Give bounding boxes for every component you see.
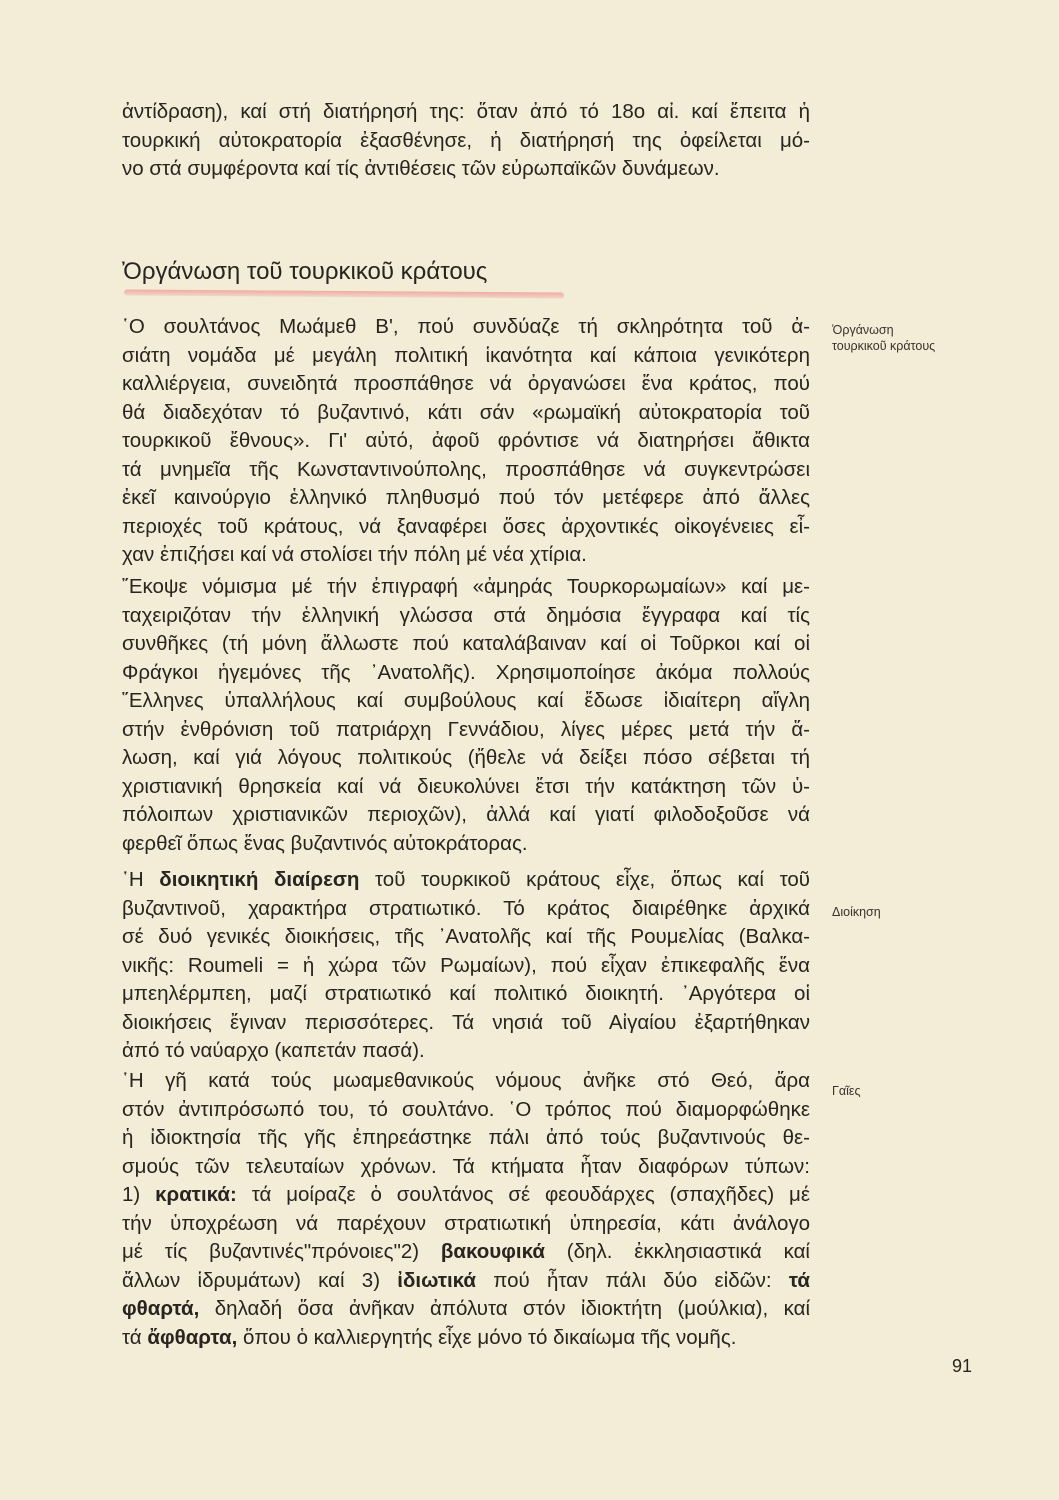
margin-note-dioikisi	[832, 904, 1002, 920]
bold-term: διοικητική διαίρεση	[159, 868, 360, 891]
text-line	[122, 1324, 810, 1353]
text-span: (δηλ. ἐκκλησιαστικά καί	[544, 1240, 810, 1263]
text-line: σιάτη νομάδα μέ μεγάλη πολιτική ἱκανότητα καί κάποια γενικότερη	[122, 343, 810, 367]
text-line: ταχειριζόταν τήν ἑλληνική γλώσσα στά δημόσια ἔγγραφα καί τίς	[122, 603, 810, 627]
text-line: θά διαδεχόταν τό βυζαντινό, κάτι σάν «ρωμαϊκή αὐτοκρατορία τοῦ	[122, 400, 810, 424]
text-line: ῞Ελληνες ὑπαλλήλους καί συμβούλους καί ἔδωσε ἰδιαίτερη αἴγλη	[122, 689, 810, 712]
bold-term: ἰδιωτικά	[397, 1268, 477, 1292]
text-span: ὅπου ὁ καλλιεργητής εἶχε μόνο τό δικαίωμα τῆς νομῆς.	[237, 1325, 737, 1349]
text-span: δηλαδή ὅσα ἀνῆκαν ἀπόλυτα στόν ἰδιοκτήτη (μούλκια), καί	[199, 1297, 810, 1320]
text-line: συνθῆκες (τή μόνη ἄλλωστε πού καταλάβαιναν καί οἱ Τοῦρκοι καί οἱ	[122, 632, 810, 655]
margin-note-organosi	[832, 322, 1002, 354]
bold-term: τά	[788, 1268, 810, 1292]
text-line	[122, 1181, 810, 1210]
text-span: μέ τίς βυζαντινές"πρόνοιες"2)	[122, 1240, 441, 1263]
section-heading: Ὀργάνωση τοῦ τουρκικοῦ κράτους	[122, 258, 488, 285]
text-line: τήν ὑποχρέωση νά παρέχουν στρατιωτική ὑπηρεσία, κάτι ἀνάλογο	[122, 1211, 810, 1235]
text-line: χριστιανική θρησκεία καί νά διευκολύνει ἔτσι τήν κατάκτηση τῶν ὑ-	[122, 774, 810, 798]
text-line: φερθεῖ ὅπως ἕνας βυζαντινός αὐτοκράτορας.	[122, 831, 528, 855]
paragraph-mehmed	[122, 313, 810, 570]
bold-term: ἄφθαρτα,	[147, 1325, 238, 1349]
paragraph-coinage	[122, 573, 810, 858]
text-line: νο στά συμφέροντα καί τίς ἀντιθέσεις τῶν εὐρωπαϊκῶν δυνάμεων.	[122, 157, 720, 180]
text-line: λωση, καί γιά λόγους πολιτικούς (ἤθελε νά δείξει πόσο σέβεται τή	[122, 746, 810, 769]
margin-note-line: Ὀργάνωση	[832, 323, 894, 337]
text-line: χαν ἐπιζήσει καί νά στολίσει τήν πόλη μέ νέα χτίρια.	[122, 543, 587, 566]
text-line: στόν ἀντιπρόσωπό του, τό σουλτάνο. ῾Ο τρόπος πού διαμορφώθηκε	[122, 1097, 810, 1121]
text-line: ἐκεῖ καινούργιο ἑλληνικό πληθυσμό πού τόν μετέφερε ἀπό ἄλλες	[122, 486, 810, 509]
text-line: καλλιέργεια, συνειδητά προσπάθησε νά ὀργανώσει ἕνα κράτος, πού	[122, 372, 810, 395]
text-line: σμούς τῶν τελευταίων χρόνων. Τά κτήματα ἦταν διαφόρων τύπων:	[122, 1154, 810, 1178]
text-line: πόλοιπων χριστιανικῶν περιοχῶν), ἀλλά καί γιατί φιλοδοξοῦσε νά	[122, 803, 810, 826]
text-line	[122, 1238, 810, 1267]
text-line: ῎Εκοψε νόμισμα μέ τήν ἐπιγραφή «ἀμηράς Τουρκορωμαίων» καί με-	[122, 575, 810, 598]
heading-highlight	[124, 289, 564, 298]
margin-note-line: τουρκικοῦ κράτους	[832, 339, 936, 353]
text-line	[122, 1267, 810, 1296]
text-span: ῾Η	[122, 868, 160, 891]
text-span: πού ἦταν πάλι δύο εἰδῶν:	[476, 1268, 789, 1292]
bold-term: φθαρτά,	[122, 1297, 200, 1320]
text-line: ἀπό τό ναύαρχο (καπετάν πασά).	[122, 1039, 425, 1062]
text-line: ἡ ἰδιοκτησία τῆς γῆς ἐπηρεάστηκε πάλι ἀπό τούς βυζαντινούς θε-	[122, 1126, 810, 1149]
text-line: περιοχές τοῦ κράτους, νά ξαναφέρει ὅσες ἀρχοντικές οἰκογένειες εἶ-	[122, 514, 810, 538]
page-number: 91	[952, 1356, 973, 1376]
text-line: νικῆς: Roumeli = ἡ χώρα τῶν Ρωμαίων), πού εἶχαν ἐπικεφαλῆς ἕνα	[122, 953, 810, 977]
margin-note-line: Γαῖες	[832, 1084, 861, 1098]
margin-note-gaies	[832, 1083, 1002, 1099]
text-line: βυζαντινοῦ, χαρακτήρα στρατιωτικό. Τό κράτος διαιρέθηκε ἀρχικά	[122, 896, 810, 920]
text-span: τά	[122, 1325, 148, 1349]
text-line: μπεηλέρμπεη, μαζί στρατιωτικό καί πολιτικό διοικητή. ᾿Αργότερα οἱ	[122, 982, 810, 1005]
text-span: τοῦ τουρκικοῦ κράτους εἶχε, ὅπως καί τοῦ	[359, 868, 810, 891]
text-span: 1)	[122, 1183, 156, 1206]
intro-paragraph	[122, 98, 810, 184]
text-span: ἄλλων ἱδρυμάτων) καί 3)	[122, 1268, 398, 1292]
text-span: τά μοίραζε ὁ σουλτάνος σέ φεουδάρχες (σπαχῆδες) μέ	[236, 1183, 810, 1206]
text-line	[122, 1295, 810, 1324]
text-line: ἀντίδραση), καί στή διατήρησή της: ὅταν ἀπό τό 18ο αἰ. καί ἔπειτα ἡ	[122, 100, 810, 123]
bold-term: βακουφικά	[440, 1240, 545, 1263]
text-line: σέ δυό γενικές διοικήσεις, τῆς ᾿Ανατολῆς καί τῆς Ρουμελίας (Βαλκα-	[122, 925, 810, 948]
text-line	[122, 866, 810, 895]
text-line: στήν ἐνθρόνιση τοῦ πατριάρχη Γεννάδιου, λίγες μέρες μετά τήν ἅ-	[122, 717, 810, 741]
text-line: ῾Ο σουλτάνος Μωάμεθ Β', πού συνδύαζε τή σκληρότητα τοῦ ἀ-	[122, 315, 810, 338]
paragraph-land	[122, 1067, 810, 1352]
text-line: ῾Η γῆ κατά τούς μωαμεθανικούς νόμους ἀνῆκε στό Θεό, ἄρα	[122, 1069, 810, 1092]
paragraph-administration	[122, 866, 810, 1066]
text-line: τουρκική αὐτοκρατορία ἐξασθένησε, ἡ διατήρησή της ὀφείλεται μό-	[122, 128, 810, 152]
text-line: διοικήσεις ἔγιναν περισσότερες. Τά νησιά τοῦ Αἰγαίου ἐξαρτήθηκαν	[122, 1010, 810, 1034]
text-line: τά μνημεῖα τῆς Κωνσταντινούπολης, προσπάθησε νά συγκεντρώσει	[122, 457, 810, 481]
bold-term: κρατικά:	[155, 1183, 237, 1206]
text-line: τουρκικοῦ ἔθνους». Γι' αὐτό, ἀφοῦ φρόντισε νά διατηρήσει ἄθικτα	[122, 429, 810, 452]
text-line: Φράγκοι ἡγεμόνες τῆς ᾿Ανατολῆς). Χρησιμοποίησε ἀκόμα πολλούς	[122, 660, 810, 684]
margin-note-line: Διοίκηση	[832, 905, 881, 919]
